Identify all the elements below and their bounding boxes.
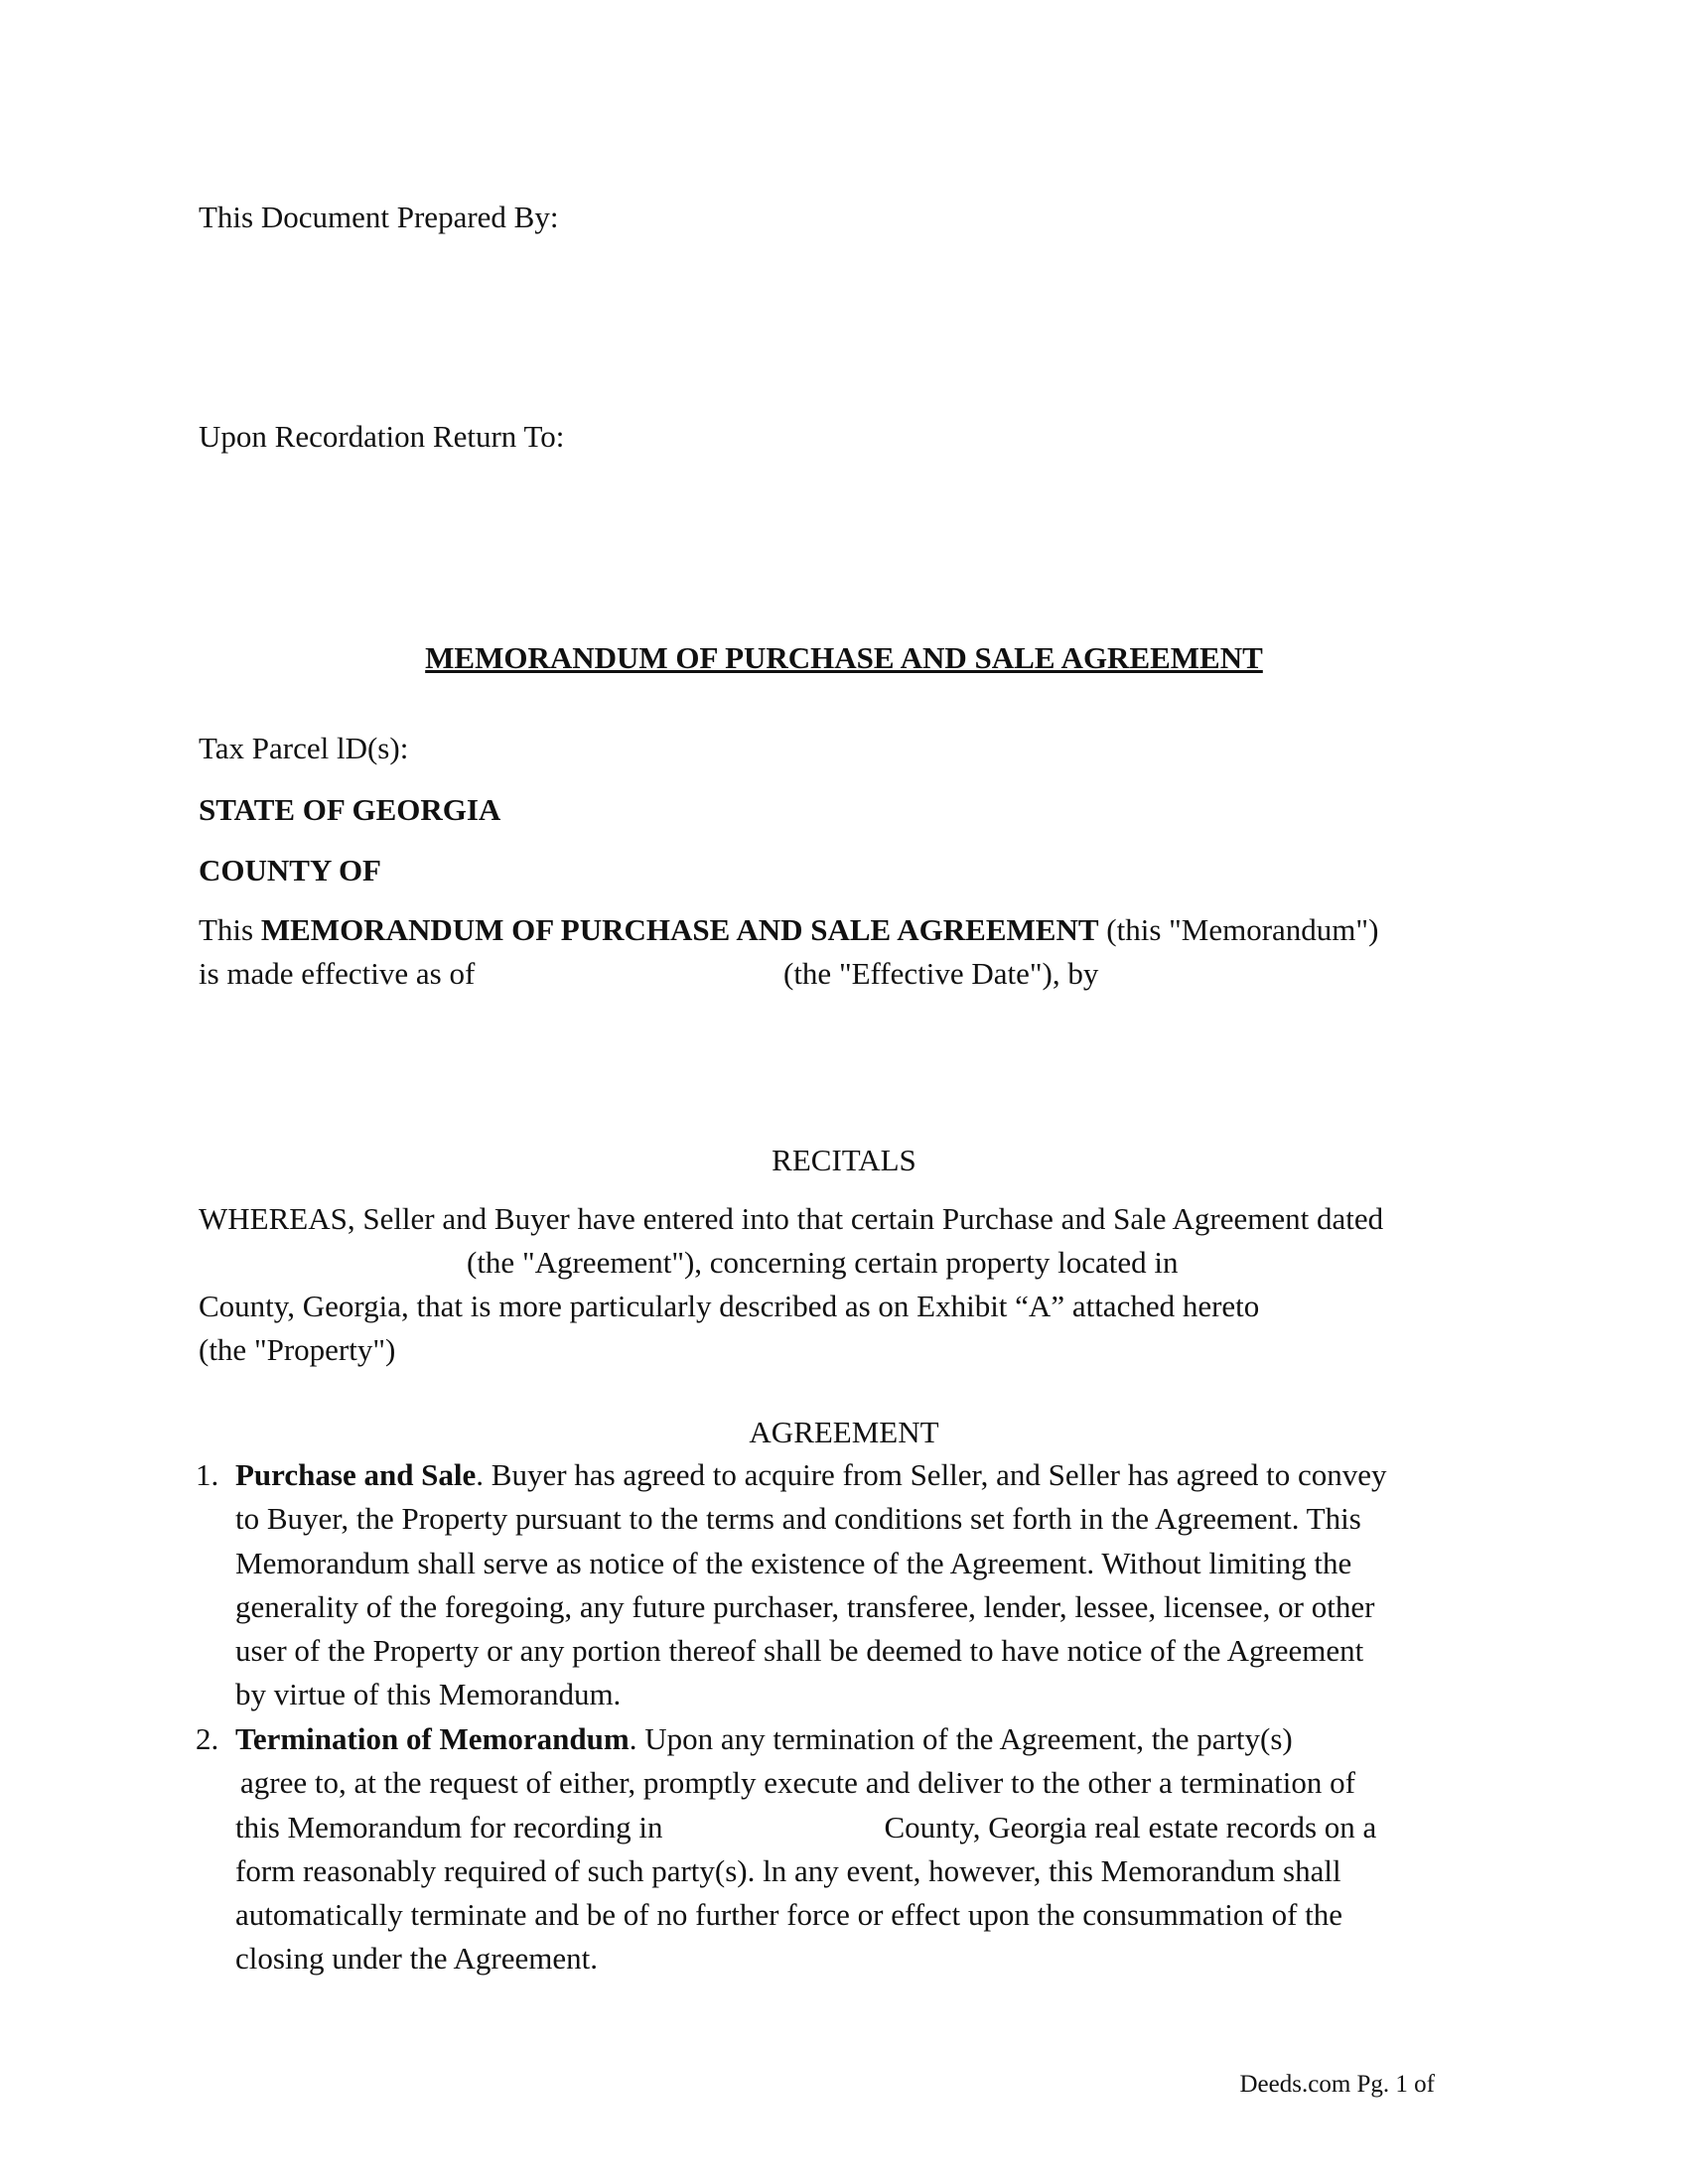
prepared-by-label: This Document Prepared By: [199, 200, 559, 234]
item-line-part: this Memorandum for recording in [235, 1809, 663, 1844]
item-line: closing under the Agreement. [235, 1941, 599, 1977]
item-line: agree to, at the request of either, promptly execute and deliver to the other a termination of [240, 1765, 1355, 1801]
item-heading: Purchase and Sale [235, 1457, 477, 1492]
intro-line [199, 911, 1378, 949]
recitals-line: (the "Property") [199, 1332, 396, 1367]
item-line: Memorandum shall serve as notice of the existence of the Agreement. Without limiting the [235, 1545, 1352, 1580]
item-termination [235, 1717, 1496, 1981]
item-line: by virtue of this Memorandum. [235, 1677, 622, 1712]
recitals-line: (the "Agreement"), concerning certain property located in [467, 1245, 1179, 1280]
item-heading: Termination of Memorandum [235, 1721, 630, 1756]
intro-title: MEMORANDUM OF PURCHASE AND SALE AGREEMENT [260, 912, 1099, 947]
item-line [235, 1806, 1496, 1849]
item-line: automatically terminate and be of no further force or effect upon the consummation of the [235, 1897, 1343, 1933]
item-first-line-rest: . Upon any termination of the Agreement, the party(s) [629, 1721, 1293, 1756]
item-line-part: County, Georgia real estate records on a [884, 1809, 1377, 1844]
agreement-heading: AGREEMENT [749, 1415, 939, 1449]
document-title: MEMORANDUM OF PURCHASE AND SALE AGREEMENT [425, 640, 1263, 675]
tax-parcel-label: Tax Parcel lD(s): [199, 731, 409, 765]
intro-this: This [199, 912, 261, 947]
item-first-line [235, 1453, 1496, 1497]
page-footer: Deeds.com Pg. 1 of [1239, 2071, 1435, 2098]
recitals-line: County, Georgia, that is more particularly described as on Exhibit “A” attached hereto [199, 1289, 1260, 1323]
item-line: form reasonably required of such party(s). ln any event, however, this Memorandum shall [235, 1852, 1341, 1888]
recitals-line: WHEREAS, Seller and Buyer have entered into that certain Purchase and Sale Agreement dated [199, 1201, 1384, 1236]
item-first-line [235, 1717, 1496, 1761]
item-number: 2. [196, 1721, 219, 1756]
recitals-heading: RECITALS [772, 1143, 916, 1177]
item-number: 1. [196, 1457, 219, 1492]
intro-tail: (this "Memorandum") [1098, 912, 1379, 947]
county-label: COUNTY OF [199, 853, 381, 887]
item-line: user of the Property or any portion thereof shall be deemed to have notice of the Agreement [235, 1633, 1364, 1669]
item-line: to Buyer, the Property pursuant to the terms and conditions set forth in the Agreement. This [235, 1501, 1361, 1537]
item-line: generality of the foregoing, any future purchaser, transferee, lender, lessee, licensee, or other [235, 1588, 1375, 1624]
return-to-label: Upon Recordation Return To: [199, 419, 565, 454]
item-first-line-rest: . Buyer has agreed to acquire from Seller, and Seller has agreed to convey [476, 1457, 1387, 1492]
state-label: STATE OF GEORGIA [199, 792, 501, 827]
effective-date-suffix: (the "Effective Date"), by [783, 956, 1099, 991]
effective-date-prefix: is made effective as of [199, 956, 476, 991]
item-purchase-and-sale [235, 1453, 1496, 1717]
